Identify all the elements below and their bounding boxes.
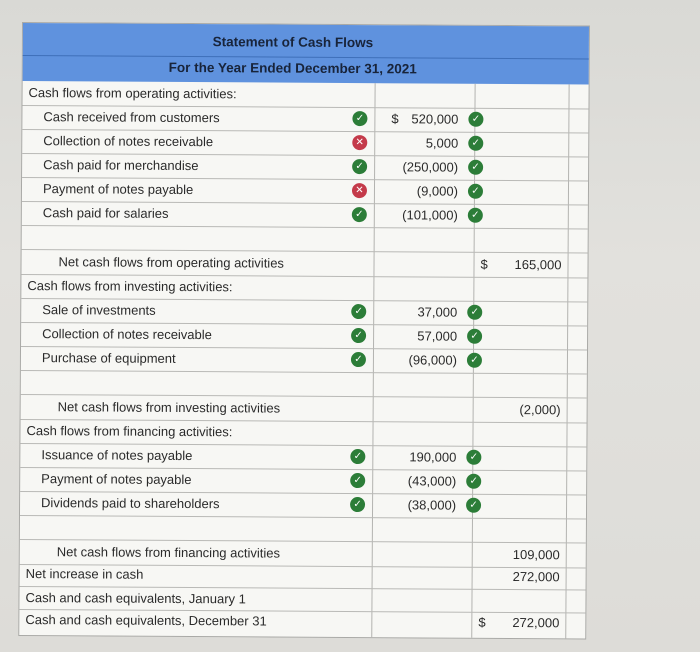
blank-row[interactable]	[22, 225, 588, 253]
amount-input[interactable]: (9,000)	[416, 183, 459, 199]
amount-input[interactable]: (250,000)	[402, 159, 459, 175]
net-increase-amount[interactable]: 272,000	[512, 569, 560, 585]
blank-row[interactable]	[21, 370, 587, 398]
check-icon: ✓	[350, 497, 365, 512]
amount-input[interactable]: 37,000	[417, 304, 458, 320]
cash-flow-statement	[18, 22, 590, 639]
blank-row[interactable]	[20, 515, 586, 543]
row-label[interactable]: Payment of notes payable	[41, 471, 192, 488]
row-label[interactable]: Collection of notes receivable	[43, 133, 214, 150]
row-label[interactable]: Dividends paid to shareholders	[41, 495, 220, 512]
net-operating-amount[interactable]: 165,000	[514, 257, 562, 273]
amount-input[interactable]: (96,000)	[408, 352, 457, 368]
check-icon: ✓	[467, 305, 482, 320]
amount-input[interactable]: (101,000)	[402, 207, 458, 223]
check-icon: ✓	[352, 111, 367, 126]
check-icon: ✓	[468, 136, 483, 151]
row-label[interactable]: Sale of investments	[42, 302, 156, 318]
statement-period: For the Year Ended December 31, 2021	[168, 59, 417, 77]
row-label[interactable]: Payment of notes payable	[42, 181, 194, 198]
investing-heading: Cash flows from investing activities:	[27, 278, 233, 295]
check-icon: ✓	[351, 304, 366, 319]
currency-symbol: $	[391, 111, 399, 127]
check-icon: ✓	[351, 328, 366, 343]
check-icon: ✓	[352, 207, 367, 222]
row-label[interactable]: Cash paid for salaries	[42, 205, 169, 221]
operating-heading: Cash flows from operating activities:	[28, 85, 237, 102]
dec31-amount[interactable]: 272,000	[512, 615, 560, 631]
amount-input[interactable]: 190,000	[409, 449, 457, 465]
check-icon: ✓	[466, 450, 481, 465]
cross-icon: ✕	[352, 183, 367, 198]
check-icon: ✓	[468, 184, 483, 199]
net-increase-row	[20, 564, 586, 590]
check-icon: ✓	[467, 353, 482, 368]
net-investing-amount[interactable]: (2,000)	[519, 402, 561, 418]
net-investing-label: Net cash flows from investing activities	[57, 399, 281, 416]
dec31-row	[19, 610, 585, 637]
row-label[interactable]: Cash paid for merchandise	[43, 157, 199, 174]
check-icon: ✓	[467, 329, 482, 344]
row-label[interactable]: Cash received from customers	[43, 109, 220, 126]
amount-input[interactable]: 57,000	[417, 328, 458, 344]
jan1-label: Cash and cash equivalents, January 1	[25, 590, 246, 607]
cross-icon: ✕	[352, 135, 367, 150]
net-operating-label: Net cash flows from operating activities	[58, 254, 285, 271]
check-icon: ✓	[468, 208, 483, 223]
check-icon: ✓	[350, 473, 365, 488]
amount-input[interactable]: (43,000)	[407, 473, 457, 489]
dec31-label: Cash and cash equivalents, December 31	[25, 612, 267, 629]
check-icon: ✓	[350, 449, 365, 464]
amount-input[interactable]: 5,000	[425, 135, 459, 151]
check-icon: ✓	[466, 474, 481, 489]
financing-heading: Cash flows from financing activities:	[26, 423, 233, 440]
check-icon: ✓	[468, 112, 483, 127]
currency-symbol: $	[480, 256, 488, 272]
statement-header	[23, 23, 589, 84]
check-icon: ✓	[351, 352, 366, 367]
check-icon: ✓	[352, 159, 367, 174]
net-financing-amount[interactable]: 109,000	[512, 547, 560, 563]
check-icon: ✓	[468, 160, 483, 175]
check-icon: ✓	[466, 498, 481, 513]
row-label[interactable]: Issuance of notes payable	[41, 447, 193, 464]
jan1-row	[19, 587, 585, 613]
amount-input[interactable]: (38,000)	[407, 497, 457, 513]
row-label[interactable]: Purchase of equipment	[41, 350, 176, 366]
statement-title: Statement of Cash Flows	[212, 34, 374, 51]
row-label[interactable]: Collection of notes receivable	[42, 326, 212, 343]
net-increase-label: Net increase in cash	[25, 566, 144, 582]
amount-input[interactable]: 520,000	[411, 111, 459, 127]
net-financing-label: Net cash flows from financing activities	[56, 544, 281, 561]
currency-symbol: $	[478, 614, 486, 630]
